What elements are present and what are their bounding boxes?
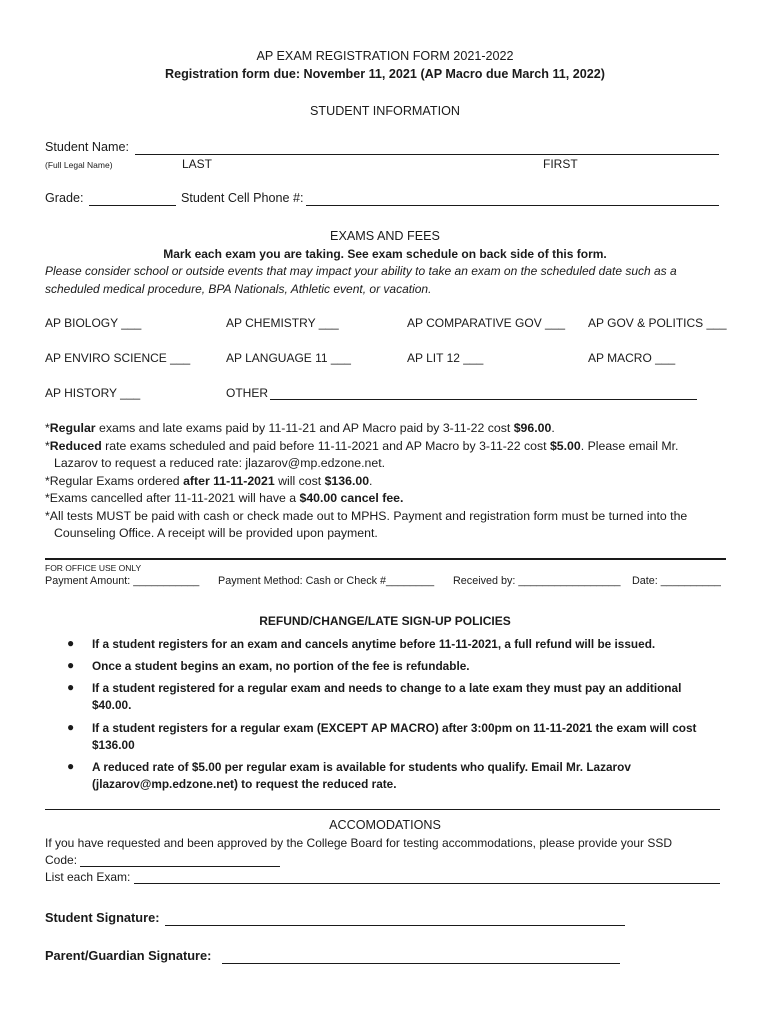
ssd-code-label: Code: xyxy=(45,853,78,867)
phone-field[interactable] xyxy=(306,205,719,206)
exam-other-field[interactable] xyxy=(270,399,697,400)
phone-label: Student Cell Phone #: xyxy=(181,191,304,205)
last-name-label: LAST xyxy=(182,157,213,171)
fee-reduced-contact: Lazarov to request a reduced rate: jlazarov@mp.edzone.net. xyxy=(54,456,386,470)
policy-late-register: If a student registers for a regular exam (EXCEPT AP MACRO) after 3:00pm on 11-11-2021 the exam will cost $136.00 xyxy=(92,721,697,752)
fee-late: *Regular Exams ordered after 11-11-2021 will cost $136.00. xyxy=(45,473,373,488)
student-signature-field[interactable] xyxy=(165,925,625,926)
policies-heading: REFUND/CHANGE/LATE SIGN-UP POLICIES xyxy=(259,614,511,628)
form-title: AP EXAM REGISTRATION FORM 2021-2022 xyxy=(256,49,514,63)
parent-signature-field[interactable] xyxy=(222,963,620,964)
office-use-label: FOR OFFICE USE ONLY xyxy=(45,563,142,573)
policy-reduced-rate: A reduced rate of $5.00 per regular exam is available for students who qualify. Email Mr. Lazarov (jlazarov@mp.edzone.net) to request the reduced rate. xyxy=(92,760,631,791)
fee-cancel: *Exams cancelled after 11-11-2021 will have a $40.00 cancel fee. xyxy=(45,491,404,505)
policy-no-refund: Once a student begins an exam, no portion of the fee is refundable. xyxy=(92,659,470,673)
bullet-icon: ● xyxy=(67,636,75,650)
exam-ap-lit-12[interactable]: AP LIT 12 ___ xyxy=(407,351,484,365)
exams-note-1: Please consider school or outside events that may impact your ability to take an exam on the scheduled date such as a xyxy=(45,264,677,278)
exam-ap-gov-politics[interactable]: AP GOV & POLITICS ___ xyxy=(588,316,727,330)
policy-late-change: If a student registered for a regular exam and needs to change to a late exam they must pay an additional $40.00. xyxy=(92,681,682,712)
exam-ap-history[interactable]: AP HISTORY ___ xyxy=(45,386,141,400)
office-received-by: Received by: _________________ xyxy=(453,575,621,587)
exam-other-label: OTHER xyxy=(226,386,268,400)
exams-heading: EXAMS AND FEES xyxy=(330,229,440,243)
student-signature-label: Student Signature: xyxy=(45,910,160,925)
student-name-field[interactable] xyxy=(135,154,719,155)
student-name-label: Student Name: xyxy=(45,140,130,154)
exam-ap-biology[interactable]: AP BIOLOGY ___ xyxy=(45,316,142,330)
policy-full-refund: If a student registers for an exam and cancels anytime before 11-11-2021, a full refund will be issued. xyxy=(92,637,656,651)
office-payment-method: Payment Method: Cash or Check #________ xyxy=(218,575,435,587)
list-exam-label: List each Exam: xyxy=(45,870,131,884)
exam-ap-language-11[interactable]: AP LANGUAGE 11 ___ xyxy=(226,351,351,365)
office-divider xyxy=(45,558,726,560)
office-payment-amount: Payment Amount: ___________ xyxy=(45,575,200,587)
exams-instruction: Mark each exam you are taking. See exam schedule on back side of this form. xyxy=(163,247,607,261)
bullet-icon: ● xyxy=(67,759,75,773)
grade-label: Grade: xyxy=(45,191,84,205)
exams-note-2: scheduled medical procedure, BPA Nationals, Athletic event, or vacation. xyxy=(45,282,432,296)
grade-field[interactable] xyxy=(89,205,176,206)
full-legal-name-note: (Full Legal Name) xyxy=(45,160,113,170)
exam-ap-chemistry[interactable]: AP CHEMISTRY ___ xyxy=(226,316,339,330)
accommodations-divider xyxy=(45,809,720,810)
student-info-heading: STUDENT INFORMATION xyxy=(310,104,460,118)
list-exam-field[interactable] xyxy=(134,883,720,884)
fee-payment-note: *All tests MUST be paid with cash or check made out to MPHS. Payment and registration form must be turned into the xyxy=(45,508,688,523)
bullet-icon: ● xyxy=(67,658,75,672)
accommodations-instruction: If you have requested and been approved by the College Board for testing accommodations, please provide your SSD xyxy=(45,836,673,850)
accommodations-heading: ACCOMODATIONS xyxy=(329,818,441,832)
exam-ap-comparative-gov[interactable]: AP COMPARATIVE GOV ___ xyxy=(407,316,566,330)
fee-receipt-note: Counseling Office. A receipt will be provided upon payment. xyxy=(54,526,378,540)
exam-ap-macro[interactable]: AP MACRO ___ xyxy=(588,351,676,365)
ssd-code-field[interactable] xyxy=(80,866,280,867)
parent-signature-label: Parent/Guardian Signature: xyxy=(45,948,212,963)
office-date: Date: __________ xyxy=(632,575,721,587)
fee-regular: *Regular exams and late exams paid by 11-11-21 and AP Macro paid by 3-11-22 cost $96.00. xyxy=(45,421,555,435)
due-date: Registration form due: November 11, 2021 (AP Macro due March 11, 2022) xyxy=(164,67,605,81)
exam-ap-enviro-science[interactable]: AP ENVIRO SCIENCE ___ xyxy=(45,351,191,365)
bullet-icon: ● xyxy=(67,680,75,694)
fee-reduced: *Reduced rate exams scheduled and paid before 11-11-2021 and AP Macro by 3-11-22 cost $5.00. Please email Mr. xyxy=(45,438,679,453)
first-name-label: FIRST xyxy=(543,157,578,171)
bullet-icon: ● xyxy=(67,720,75,734)
